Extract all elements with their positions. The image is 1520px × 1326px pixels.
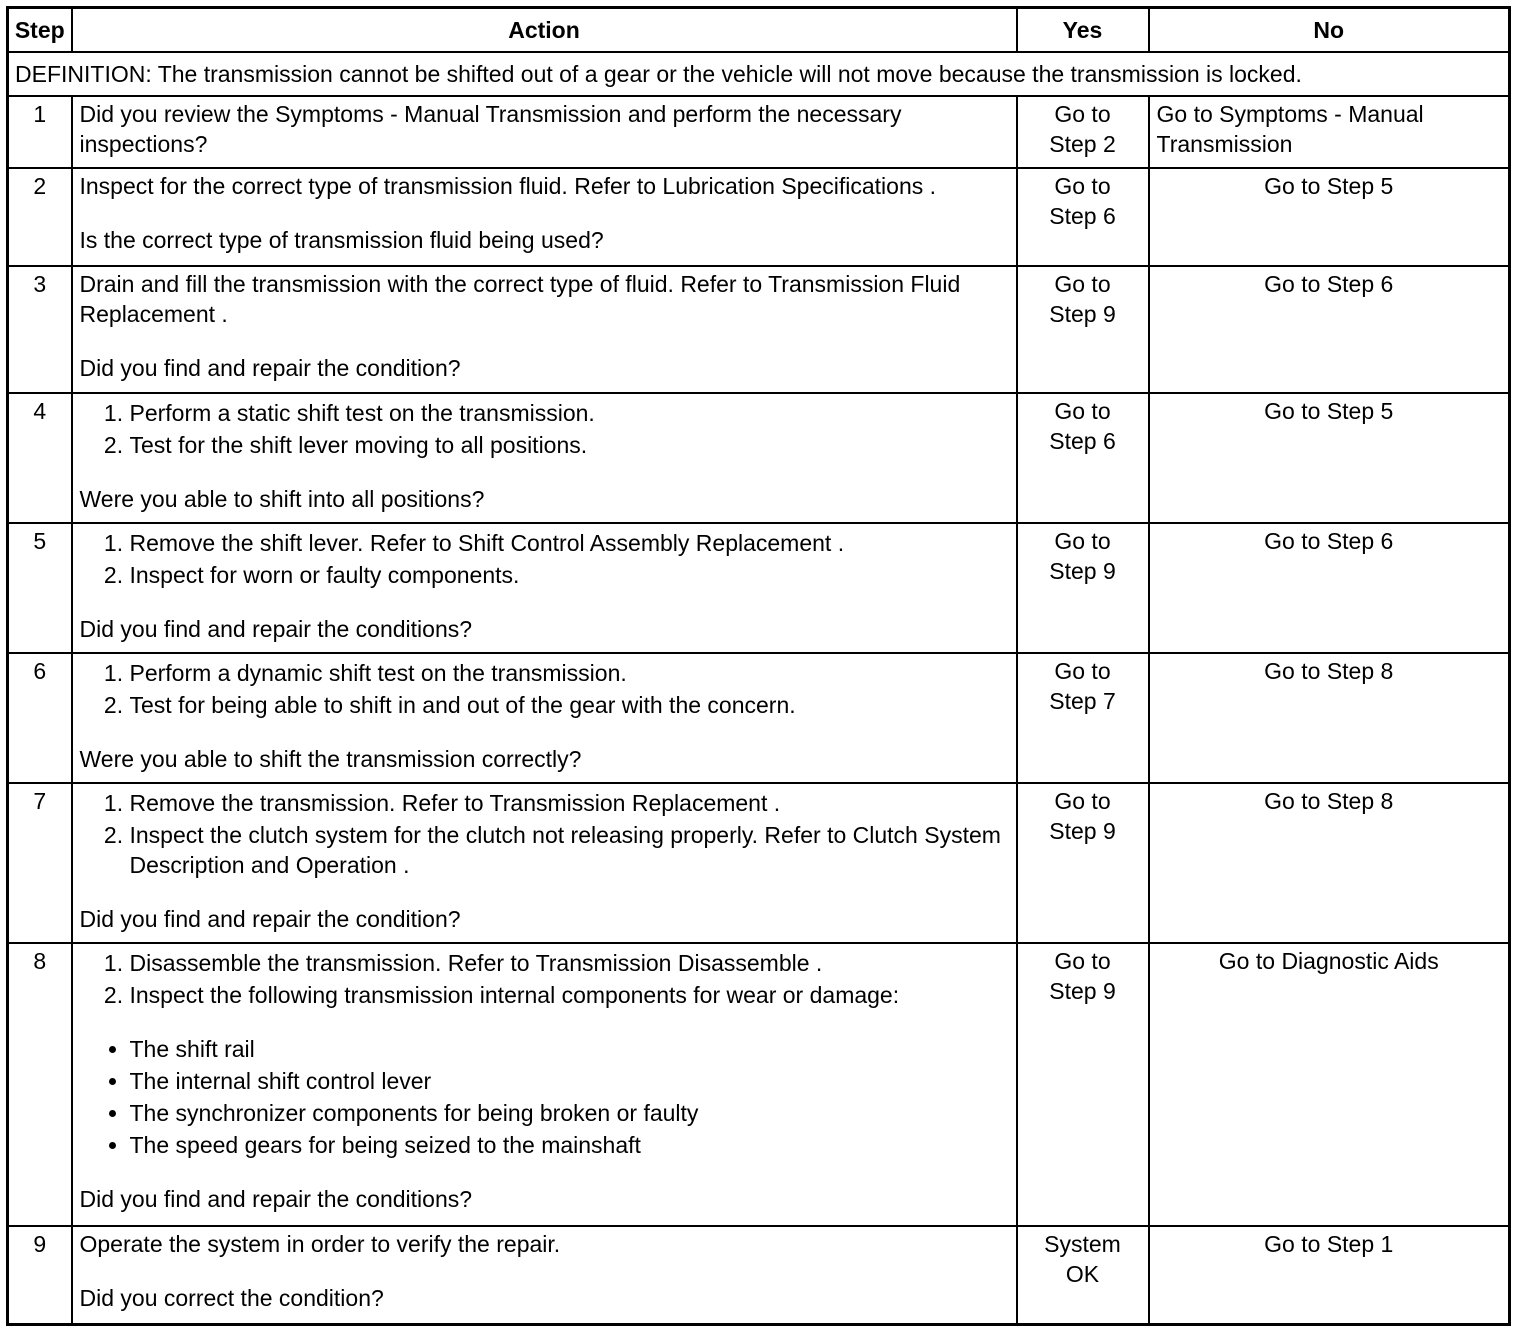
question-text: Did you find and repair the condition? [79, 355, 461, 381]
action-text: Did you review the Symptoms - Manual Transmission and perform the necessary inspections? [79, 101, 902, 157]
numbered-list [80, 398, 1009, 460]
yes-line-1: Go to [1054, 528, 1111, 554]
yes-cell [1017, 523, 1149, 653]
numbered-list [80, 788, 1009, 880]
bullet-item: • The synchronizer components for being broken or faulty [130, 1098, 1009, 1128]
action-cell [72, 783, 1017, 943]
step-number: 3 [8, 266, 72, 393]
no-cell: Go to Diagnostic Aids [1149, 943, 1510, 1226]
definition-row [8, 52, 1510, 96]
yes-cell [1017, 393, 1149, 523]
header-row [8, 8, 1510, 53]
question-text: Did you find and repair the conditions? [79, 1186, 473, 1212]
no-cell: Go to Step 1 [1149, 1226, 1510, 1324]
table-row [8, 523, 1510, 653]
table-row [8, 393, 1510, 523]
list-item: 1. Disassemble the transmission. Refer to Transmission Disassemble . [130, 948, 1009, 978]
action-cell [72, 653, 1017, 783]
no-cell: Go to Step 8 [1149, 783, 1510, 943]
action-cell [72, 1226, 1017, 1324]
yes-cell [1017, 653, 1149, 783]
step-number: 5 [8, 523, 72, 653]
yes-cell [1017, 943, 1149, 1226]
numbered-list [80, 658, 1009, 720]
yes-line-1: Go to [1054, 658, 1111, 684]
yes-cell [1017, 1226, 1149, 1324]
no-cell: Go to Step 6 [1149, 266, 1510, 393]
header-yes: Yes [1017, 8, 1149, 53]
yes-line-2: Step 9 [1049, 818, 1116, 844]
yes-line-2: Step 9 [1049, 301, 1116, 327]
yes-line-1: Go to [1054, 173, 1111, 199]
table-row [8, 783, 1510, 943]
no-cell: Go to Step 5 [1149, 168, 1510, 266]
numbered-list [80, 948, 1009, 1010]
action-cell [72, 96, 1017, 168]
list-item: 1. Remove the shift lever. Refer to Shift Control Assembly Replacement . [130, 528, 1009, 558]
table-row [8, 266, 1510, 393]
action-cell [72, 523, 1017, 653]
step-number: 7 [8, 783, 72, 943]
action-cell [72, 266, 1017, 393]
yes-line-2: Step 6 [1049, 203, 1116, 229]
no-cell: Go to Step 8 [1149, 653, 1510, 783]
bullet-list [80, 1034, 1009, 1160]
action-cell [72, 393, 1017, 523]
table-row [8, 1226, 1510, 1324]
step-number: 6 [8, 653, 72, 783]
step-number: 9 [8, 1226, 72, 1324]
action-cell [72, 943, 1017, 1226]
yes-line-2: Step 9 [1049, 558, 1116, 584]
yes-line-2: Step 6 [1049, 428, 1116, 454]
bullet-item: • The internal shift control lever [130, 1066, 1009, 1096]
action-cell [72, 168, 1017, 266]
yes-cell [1017, 96, 1149, 168]
step-number: 1 [8, 96, 72, 168]
action-text: Operate the system in order to verify the repair. [79, 1231, 561, 1257]
yes-line-1: Go to [1054, 788, 1111, 814]
yes-cell [1017, 266, 1149, 393]
no-cell: Go to Symptoms - Manual Transmission [1149, 96, 1510, 168]
list-item: 2. Test for the shift lever moving to all positions. [130, 430, 1009, 460]
step-number: 8 [8, 943, 72, 1226]
yes-line-1: Go to [1054, 271, 1111, 297]
list-item: 1. Remove the transmission. Refer to Transmission Replacement . [130, 788, 1009, 818]
yes-cell [1017, 783, 1149, 943]
table-row [8, 943, 1510, 1226]
table-row [8, 168, 1510, 266]
bullet-item: • The speed gears for being seized to the mainshaft [130, 1130, 1009, 1160]
list-item: 2. Inspect for worn or faulty components. [130, 560, 1009, 590]
question-text: Did you correct the condition? [79, 1285, 384, 1311]
no-cell: Go to Step 6 [1149, 523, 1510, 653]
yes-line-2: Step 9 [1049, 978, 1116, 1004]
header-action: Action [72, 8, 1017, 53]
list-item: 1. Perform a dynamic shift test on the transmission. [130, 658, 1009, 688]
header-no: No [1149, 8, 1510, 53]
header-step: Step [8, 8, 72, 53]
question-text: Did you find and repair the condition? [79, 906, 461, 932]
yes-line-2: Step 2 [1049, 131, 1116, 157]
table-row [8, 653, 1510, 783]
yes-line-2: Step 7 [1049, 688, 1116, 714]
yes-line-1: Go to [1054, 101, 1111, 127]
bullet-item: • The shift rail [130, 1034, 1009, 1064]
question-text: Were you able to shift the transmission correctly? [79, 746, 582, 772]
yes-line-2: OK [1065, 1261, 1100, 1287]
definition-text: DEFINITION: The transmission cannot be shifted out of a gear or the vehicle will not move because the transmission is locked. [8, 52, 1510, 96]
list-item: 2. Inspect the following transmission internal components for wear or damage: [130, 980, 1009, 1010]
yes-line-1: System [1044, 1231, 1121, 1257]
question-text: Were you able to shift into all positions? [79, 486, 485, 512]
table-row [8, 96, 1510, 168]
step-number: 2 [8, 168, 72, 266]
no-cell: Go to Step 5 [1149, 393, 1510, 523]
list-item: 1. Perform a static shift test on the transmission. [130, 398, 1009, 428]
list-item: 2. Inspect the clutch system for the clutch not releasing properly. Refer to Clutch System Description and Operation . [130, 820, 1009, 880]
question-text: Did you find and repair the conditions? [79, 616, 473, 642]
yes-line-1: Go to [1054, 398, 1111, 424]
diagnostic-table [6, 6, 1511, 1326]
action-text: Inspect for the correct type of transmission fluid. Refer to Lubrication Specifications . [79, 173, 937, 199]
action-text: Drain and fill the transmission with the correct type of fluid. Refer to Transmission Fluid Replacement . [79, 271, 961, 327]
numbered-list [80, 528, 1009, 590]
question-text: Is the correct type of transmission fluid being used? [79, 227, 604, 253]
yes-cell [1017, 168, 1149, 266]
step-number: 4 [8, 393, 72, 523]
list-item: 2. Test for being able to shift in and out of the gear with the concern. [130, 690, 1009, 720]
yes-line-1: Go to [1054, 948, 1111, 974]
